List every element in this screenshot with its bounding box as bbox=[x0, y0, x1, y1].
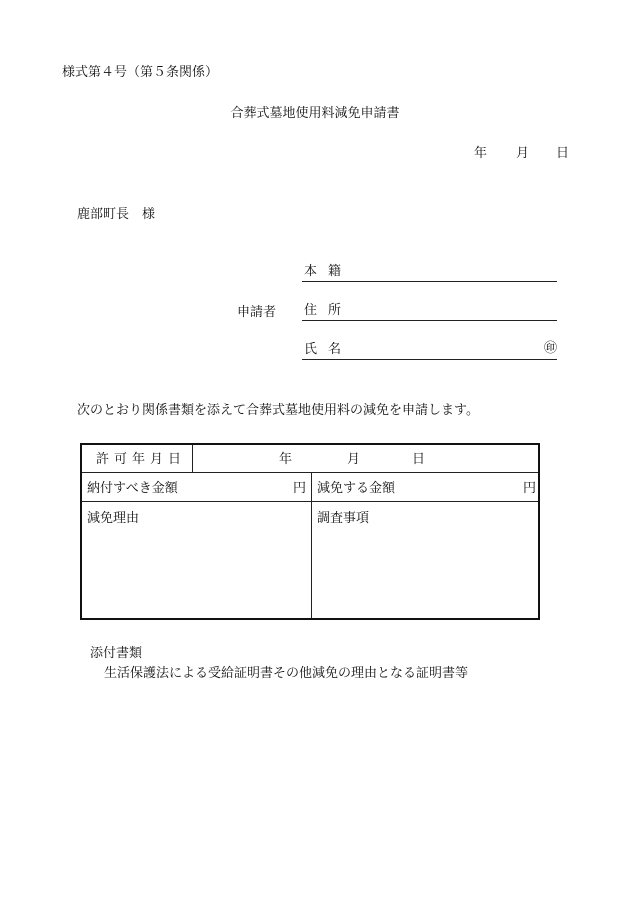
application-table bbox=[80, 443, 540, 620]
date-month-label: 月 bbox=[516, 146, 530, 161]
statement-text: 次のとおり関係書類を添えて合葬式墓地使用料の減免を申請します。 bbox=[77, 403, 479, 418]
permit-date-label: 許可年月日 bbox=[96, 452, 187, 467]
date-year-label: 年 bbox=[474, 146, 488, 161]
name-field[interactable] bbox=[302, 343, 557, 360]
address-label: 住所 bbox=[304, 303, 353, 318]
attachments-title: 添付書類 bbox=[90, 646, 143, 661]
domicile-field[interactable] bbox=[302, 265, 557, 282]
permit-year-label: 年 bbox=[279, 452, 293, 467]
table-col-divider bbox=[192, 445, 193, 472]
address-field[interactable] bbox=[302, 304, 557, 321]
table-col-divider bbox=[311, 472, 312, 618]
addressee: 鹿部町長 様 bbox=[77, 207, 156, 222]
seal-mark: ㊞ bbox=[543, 341, 557, 356]
attachments-body: 生活保護法による受給証明書その他減免の理由となる証明書等 bbox=[104, 666, 469, 681]
table-row-divider bbox=[82, 472, 538, 473]
domicile-label: 本籍 bbox=[304, 264, 353, 279]
applicant-label: 申請者 bbox=[237, 305, 277, 320]
investigation-label: 調査事項 bbox=[317, 511, 370, 526]
form-number: 様式第４号（第５条関係） bbox=[62, 65, 219, 80]
document-title: 合葬式墓地使用料減免申請書 bbox=[230, 106, 400, 121]
amount-due-label: 納付すべき金額 bbox=[87, 481, 178, 496]
reason-label: 減免理由 bbox=[87, 511, 140, 526]
reduction-amount-unit: 円 bbox=[523, 481, 537, 496]
reduction-amount-label: 減免する金額 bbox=[317, 481, 396, 496]
permit-month-label: 月 bbox=[347, 452, 361, 467]
table-row-divider bbox=[82, 501, 538, 502]
date-day-label: 日 bbox=[556, 146, 570, 161]
amount-due-unit: 円 bbox=[293, 481, 307, 496]
name-label: 氏名 bbox=[304, 342, 353, 357]
permit-day-label: 日 bbox=[412, 452, 426, 467]
